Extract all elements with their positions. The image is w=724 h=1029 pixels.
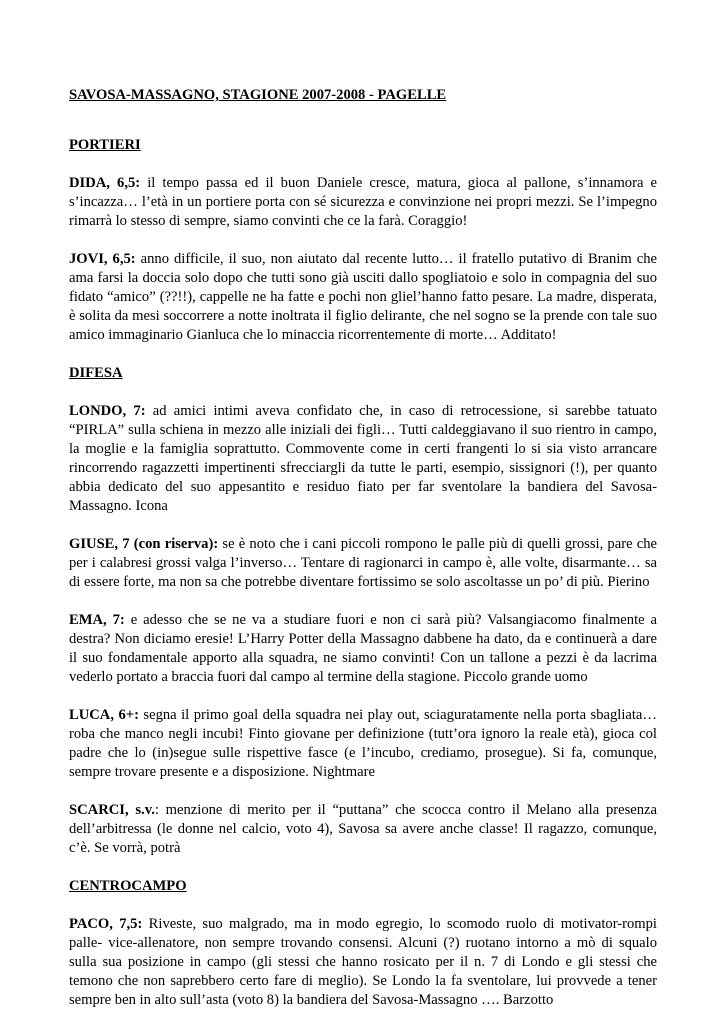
player-comment: ad amici intimi aveva confidato che, in caso di retrocessione, si sarebbe tatuato “PIRLA” sulla schiena in mezzo alle iniziali dei figli… Tutti caldeggiavano il suo rientro in campo, la moglie e la famiglia soprattutto. Commovente come in certi frangenti lo si sia visto arrancare rincorrendo ragazzetti impertinenti sfrecciargli da tutte le parti, esempio, sissignori (!), per quanto abbia dedicato del suo appesantito e residuo fiato per far sventolare la bandiera del Savosa-Massagno. Icona [69,403,657,514]
player-name: LONDO, 7: [69,403,146,419]
section-heading-difesa: DIFESA [69,365,123,381]
player-name: JOVI, 6,5: [69,251,136,267]
player-comment: : menzione di merito per il “puttana” che scocca contro il Melano alla presenza dell’arbitressa (le donne nel calcio, voto 4), Savosa sa avere anche classe! Il ragazzo, comunque, c’è. Se vorrà, potrà [69,802,657,856]
player-entry-dida [69,174,657,231]
player-entry-giuse [69,535,657,592]
player-entry-ema [69,611,657,687]
player-name: SCARCI, s.v. [69,802,155,818]
player-comment: e adesso che se ne va a studiare fuori e non ci sarà più? Valsangiacomo finalmente a destra? Non diciamo eresie! L’Harry Potter della Massagno dabbene ha dato, da e continuerà a dare il suo fondamentale apporto alla squadra, ne siamo convinti! Con un tallone a pezzi è da lacrima vederlo portato a braccia fuori dal campo al termine della stagione. Piccolo grande uomo [69,612,657,685]
player-comment: il tempo passa ed il buon Daniele cresce, matura, gioca al pallone, s’innamora e s’incazza… l’età in un portiere porta con sé sicurezza e convinzione nei propri mezzi. Se l’impegno rimarrà lo stesso di sempre, siamo convinti che ce la farà. Coraggio! [69,175,657,229]
player-entry-paco [69,915,657,1010]
player-name: GIUSE, 7 (con riserva): [69,536,219,552]
player-entry-londo [69,402,657,516]
player-comment: segna il primo goal della squadra nei play out, sciaguratamente nella porta sbagliata… roba che manco negli incubi! Finto giovane per definizione (tutt’ora ignoro la reale età), gioca col padre che lo (in)segue sulle rispettive fasce (e l’incubo, crediamo, prosegue). Si fa, comunque, sempre trovare presente e a disposizione. Nightmare [69,707,657,780]
document-page [69,86,657,1029]
player-entry-jovi [69,250,657,345]
section-heading-centrocampo: CENTROCAMPO [69,878,187,894]
section-heading-portieri: PORTIERI [69,137,141,153]
player-name: DIDA, 6,5: [69,175,141,191]
player-name: EMA, 7: [69,612,125,628]
player-comment: anno difficile, il suo, non aiutato dal recente lutto… il fratello putativo di Branim che ama farsi la doccia solo dopo che tutti sono già usciti dallo spogliatoio e solo in compagnia del suo fidato “amico” (??!!), cappelle ne ha fatte e pochi non gliel’hanno fatto pesare. La madre, disperata, è solita da mesi soccorrere a notte inoltrata il figlio delirante, che nel sogno se la prende con tale suo amico immaginario Gianluca che lo minaccia ricorrentemente di morte… Additato! [69,251,657,343]
player-entry-luca [69,706,657,782]
player-comment: Riveste, suo malgrado, ma in modo egregio, lo scomodo ruolo di motivator-rompi palle- vice-allenatore, non sempre trovando consensi. Alcuni (?) ruotano intorno a mò di squalo sulla sua posizione in campo (gli stessi che hanno rosicato per il n. 7 di Londo e gli stessi che temono che non saprebbero certo fare di meglio). Se Londo la fa sventolare, lui provvede a tener sempre ben in alto sull’asta (voto 8) la bandiera del Savosa-Massagno …. Barzotto [69,916,657,1008]
player-name: LUCA, 6+: [69,707,139,723]
document-title: SAVOSA-MASSAGNO, STAGIONE 2007-2008 - PAGELLE [69,87,447,103]
player-name: PACO, 7,5: [69,916,143,932]
player-comment: se è noto che i cani piccoli rompono le palle più di quelli grossi, pare che per i calabresi grossi valga l’inverso… Tentare di ragionarci in campo è, alle volte, disarmante… sa di essere forte, ma non sa che potrebbe diventare fortissimo se solo ascoltasse un po’ di più. Pierino [69,536,658,590]
player-entry-scarci [69,801,657,858]
